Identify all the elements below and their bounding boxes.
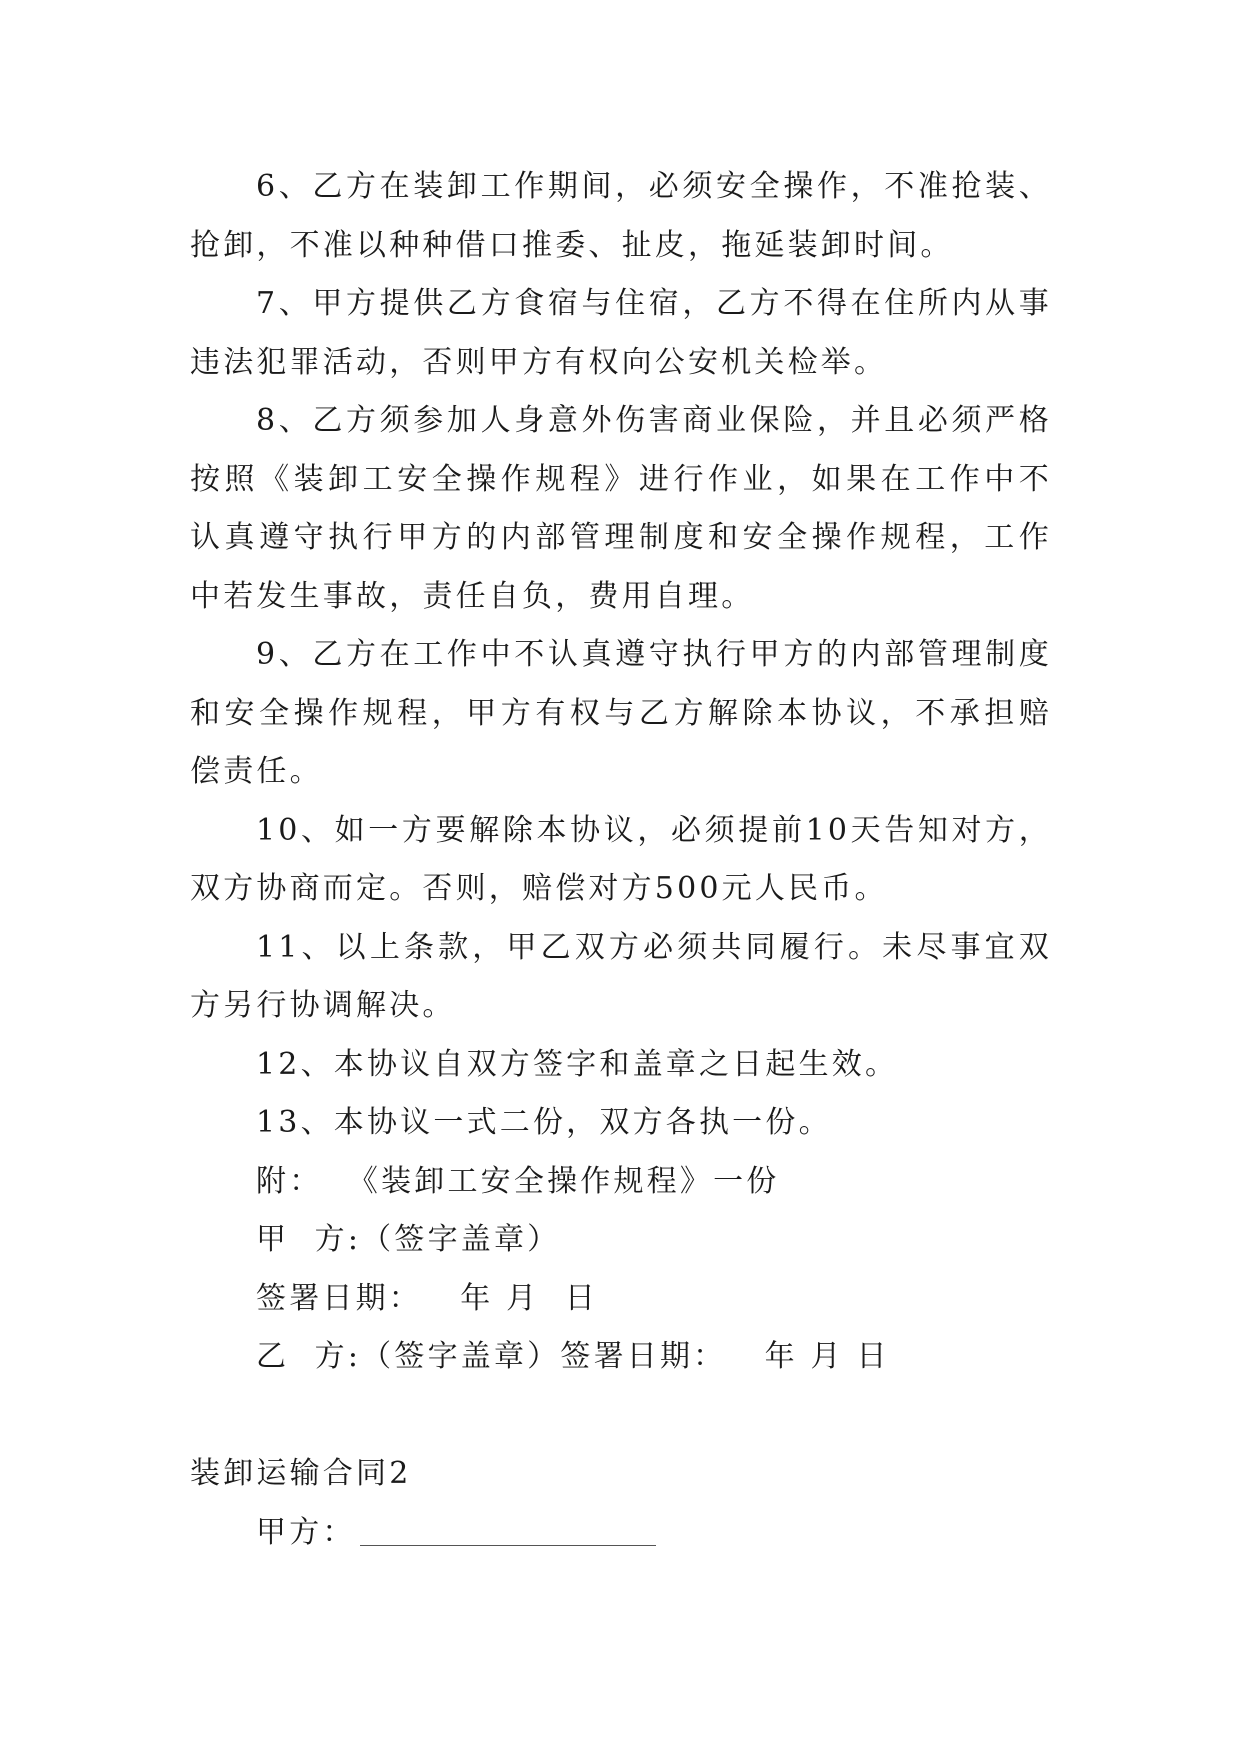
clause-12: 12、本协议自双方签字和盖章之日起生效。	[256, 1046, 899, 1082]
contract-body	[190, 158, 1052, 1562]
party-a-blank	[360, 1515, 656, 1546]
clause-6: 6、乙方在装卸工作期间，必须安全操作，不准抢装、抢卸，不准以种种借口推委、扯皮，拖延装卸时间。	[190, 169, 1052, 263]
clause-11: 11、以上条款，甲乙双方必须共同履行。未尽事宜双方另行协调解决。	[190, 929, 1052, 1023]
party-a-name-line	[190, 1504, 1052, 1563]
party-a-sign-date: 签署日期： 年 月 日	[256, 1280, 599, 1316]
clause-10: 10、如一方要解除本协议，必须提前10天告知对方，双方协商而定。否则，赔偿对方500元人民币。	[190, 812, 1052, 906]
clause-9: 9、乙方在工作中不认真遵守执行甲方的内部管理制度和安全操作规程，甲方有权与乙方解除本协议，不承担赔偿责任。	[190, 637, 1052, 789]
party-a-signature: 甲 方:（签字盖章）	[256, 1222, 561, 1257]
party-a-label: 甲方：	[256, 1514, 356, 1550]
clause-8: 8、乙方须参加人身意外伤害商业保险，并且必须严格按照《装卸工安全操作规程》进行作业，如果在工作中不认真遵守执行甲方的内部管理制度和安全操作规程，工作中若发生事故，责任自负，费用自理。	[190, 403, 1052, 614]
section-title: 装卸运输合同2	[190, 1456, 412, 1491]
attachment-line: 附： 《装卸工安全操作规程》一份	[256, 1163, 780, 1199]
party-b-signature-and-date: 乙 方:（签字盖章）签署日期： 年 月 日	[256, 1339, 890, 1374]
clause-13: 13、本协议一式二份，双方各执一份。	[256, 1105, 832, 1140]
section-gap	[190, 1387, 1052, 1446]
clause-7: 7、甲方提供乙方食宿与住宿，乙方不得在住所内从事违法犯罪活动，否则甲方有权向公安机关检举。	[190, 286, 1052, 380]
